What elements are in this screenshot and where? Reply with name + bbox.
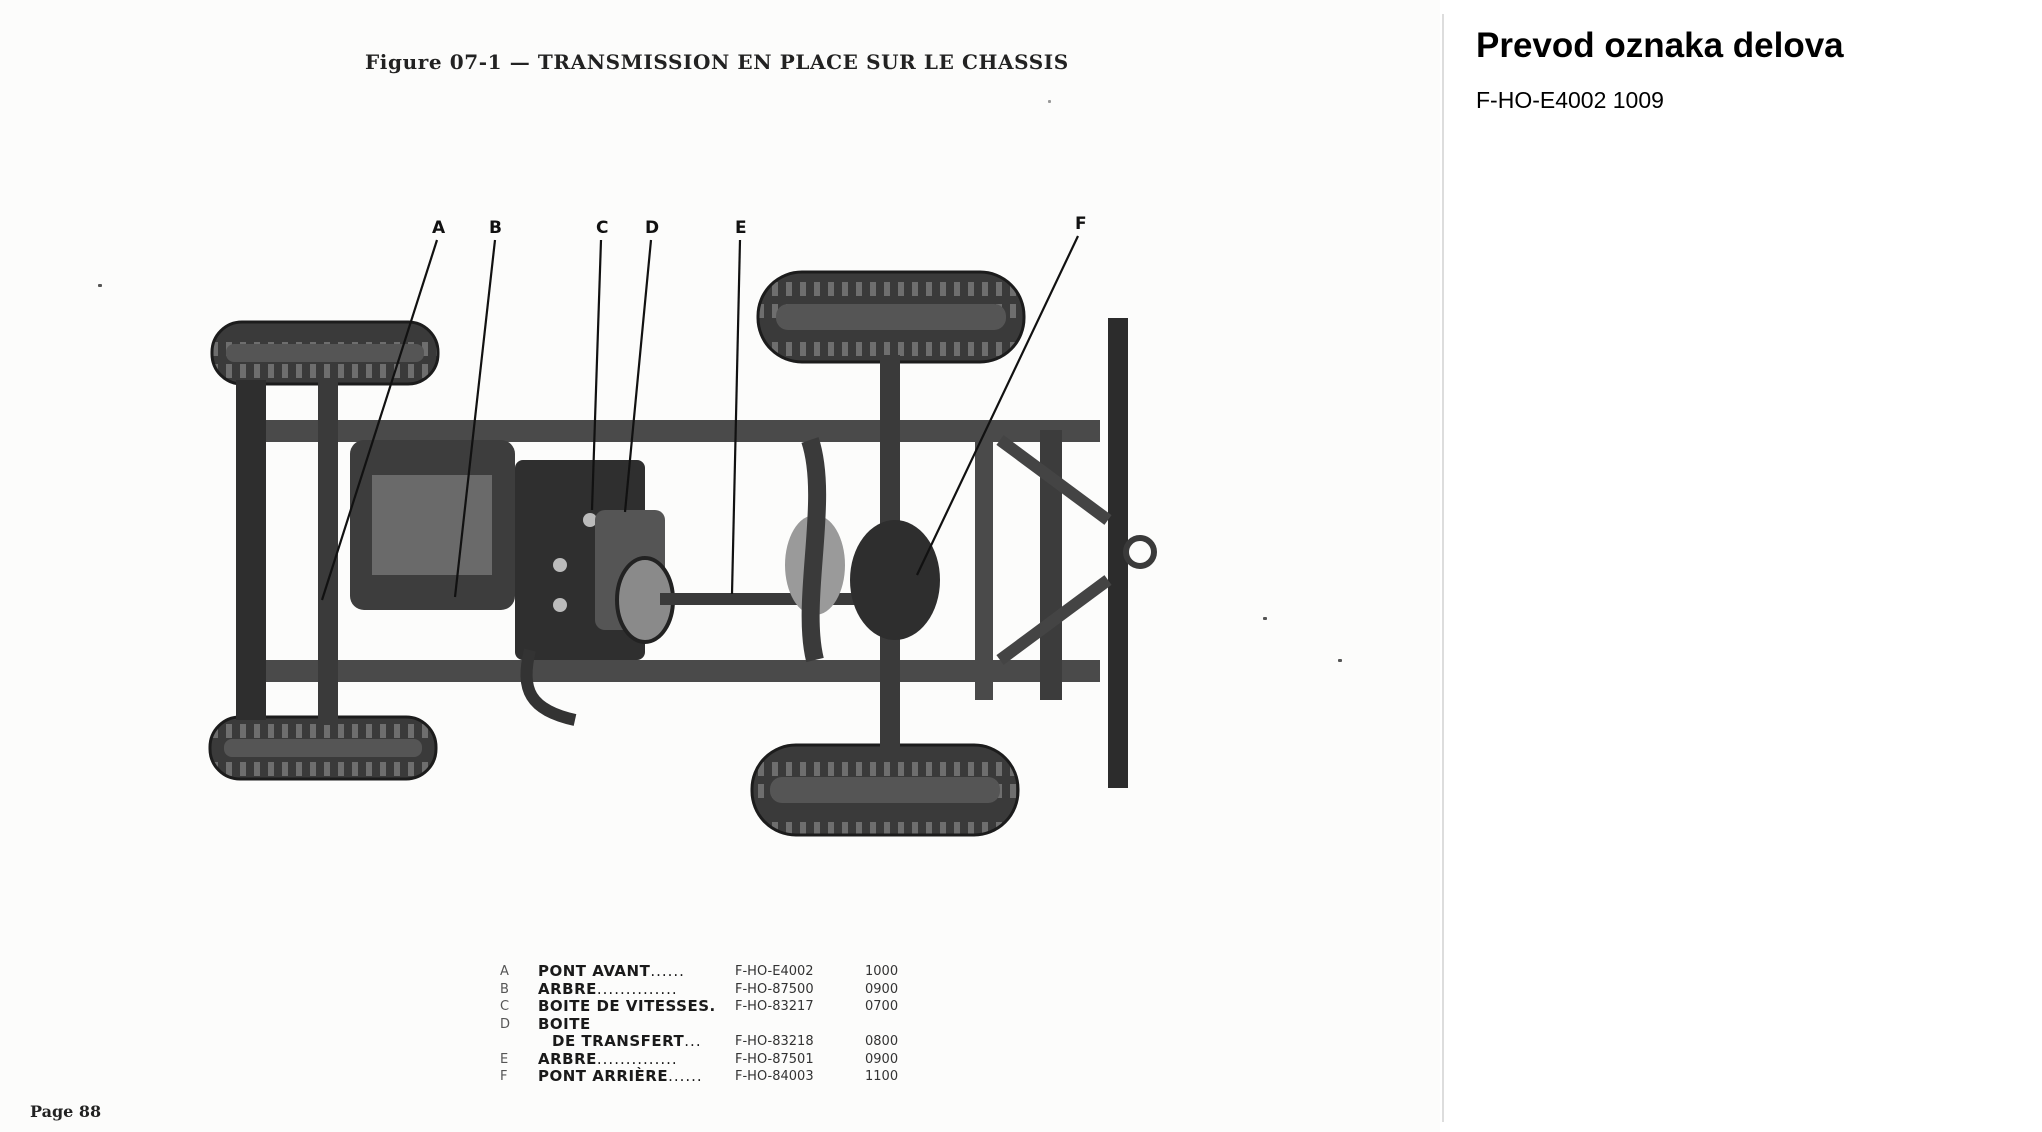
legend-name-text: BOITE DE VITESSES.: [538, 997, 716, 1015]
legend-ref: F-HO-84003: [735, 1069, 814, 1084]
legend-dots: ......: [668, 1067, 703, 1085]
legend-name-text: ARBRE: [538, 1049, 597, 1068]
legend-letter: A: [500, 964, 509, 979]
legend-code: 1100: [865, 1069, 899, 1084]
legend-name-text: DE TRANSFERT: [552, 1032, 685, 1050]
engine-gearbox: [350, 440, 673, 660]
callout-f: F: [1075, 214, 1087, 234]
legend-dots: ..............: [596, 1049, 678, 1068]
callout-c: C: [596, 218, 609, 238]
legend-ref: F-HO-87501: [735, 1051, 814, 1067]
legend-letter: D: [500, 1016, 511, 1032]
rear-left-tire: [758, 272, 1024, 362]
front-right-tire: [210, 717, 436, 779]
rear-right-tire: [752, 745, 1018, 835]
legend-name: [538, 1051, 678, 1069]
legend-name: [538, 981, 678, 999]
legend-name-text: PONT AVANT: [538, 962, 651, 980]
legend-letter: B: [500, 981, 509, 997]
panel-title: Prevod oznaka delova: [1476, 26, 1844, 65]
scan-speck: [1338, 659, 1342, 662]
legend-letter: E: [500, 1051, 509, 1067]
rear-differential: [850, 520, 940, 640]
legend-code: 0900: [865, 981, 899, 997]
page-number: Page 88: [30, 1102, 102, 1121]
legend-name: [538, 963, 685, 981]
panel-divider: [1442, 14, 1444, 1122]
legend-code: 0700: [865, 999, 899, 1014]
figure-title: Figure 07-1 — TRANSMISSION EN PLACE SUR LE CHASSIS: [365, 50, 1069, 74]
legend-letter: F: [500, 1069, 508, 1084]
legend-name: [538, 998, 716, 1016]
legend-ref: F-HO-83217: [735, 999, 814, 1014]
front-left-tire: [212, 322, 438, 384]
legend-ref: F-HO-E4002: [735, 964, 814, 979]
legend-name-text: BOITE: [538, 1014, 591, 1033]
legend-dots: ...: [684, 1032, 702, 1050]
legend-name-text: PONT ARRIÈRE: [538, 1067, 669, 1085]
callout-d: D: [645, 218, 660, 238]
legend-ref: F-HO-83218: [735, 1034, 814, 1049]
scan-speck: [1048, 100, 1051, 103]
legend-code: 0900: [865, 1051, 899, 1067]
legend-name: [538, 1016, 591, 1034]
legend-name: [552, 1033, 702, 1051]
front-axle: [318, 380, 338, 725]
part-code: F-HO-E4002 1009: [1476, 87, 1664, 113]
legend-dots: ..............: [596, 979, 678, 998]
legend-code: 0800: [865, 1034, 899, 1049]
callout-e: E: [735, 218, 747, 238]
propeller-shaft: [660, 593, 880, 605]
legend-name: [538, 1068, 703, 1086]
legend-dots: ......: [650, 962, 685, 980]
callout-a: A: [432, 218, 446, 238]
scan-speck: [1263, 617, 1267, 620]
translation-panel: [1476, 24, 2016, 114]
legend-letter: C: [500, 999, 510, 1014]
legend-code: 1000: [865, 964, 899, 979]
legend-ref: F-HO-87500: [735, 981, 814, 997]
callout-b: B: [489, 218, 502, 238]
scan-speck: [98, 284, 102, 287]
legend-name-text: ARBRE: [538, 979, 597, 998]
